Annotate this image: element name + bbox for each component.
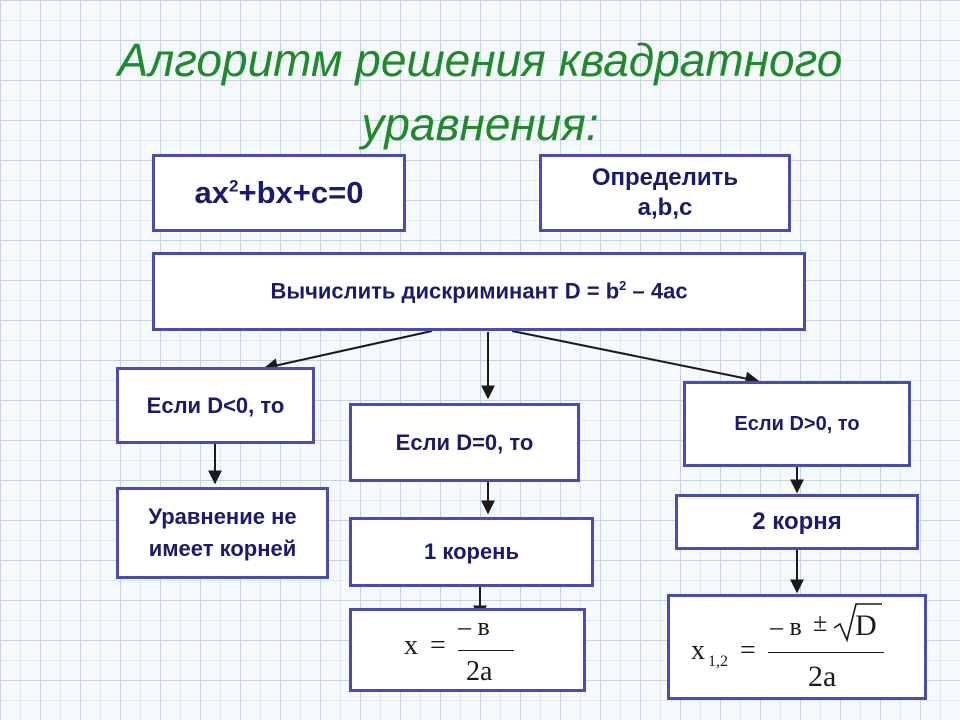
one-root-numerator: – в [458, 612, 490, 641]
two-roots-box [675, 494, 919, 550]
negative-condition: Если D<0, то [146, 392, 285, 418]
discriminant-box [152, 252, 806, 331]
two-roots-subscript: 1,2 [708, 653, 728, 670]
discriminant-power: 2 [619, 278, 627, 294]
one-root-lhs: x [404, 630, 418, 661]
two-roots-label: 2 корня [752, 508, 842, 535]
two-roots-lhs: x [691, 635, 705, 666]
two-roots-radicand: D [855, 609, 877, 642]
zero-condition: Если D=0, то [395, 429, 534, 455]
plus-minus-sign: ± [813, 608, 828, 637]
positive-condition: Если D>0, то [734, 412, 860, 435]
discriminant-text [270, 278, 687, 304]
one-root-equals: = [430, 630, 446, 661]
one-root-denominator: 2a [466, 656, 493, 687]
define-line2: a,b,c [637, 194, 693, 221]
equation-tail: +bx+c=0 [238, 175, 364, 210]
arrow-to-negative-case [265, 331, 432, 368]
no-roots-line1: Уравнение не [148, 504, 297, 529]
two-roots-fraction-bar [768, 652, 884, 653]
equation-box [152, 154, 406, 232]
no-roots-line2: имеет корней [148, 536, 297, 561]
define-line1: Определить [591, 164, 739, 191]
equation-lead: ax [194, 175, 230, 210]
no-roots-box [116, 487, 329, 579]
one-root-fraction-bar [458, 650, 514, 651]
two-roots-numerator: – в [770, 612, 802, 641]
equation-power: 2 [229, 176, 239, 196]
zero-case-box [349, 403, 580, 482]
arrow-to-positive-case [512, 331, 758, 381]
equation-text [195, 175, 364, 211]
define-coefficients-box [539, 154, 791, 232]
page-title-line2: уравнения: [361, 98, 599, 150]
one-root-box [349, 517, 594, 587]
two-roots-formula-box [667, 594, 927, 700]
negative-case-box [116, 367, 315, 444]
positive-case-box [683, 381, 911, 467]
discriminant-lead: Вычислить дискриминант D = b [270, 278, 620, 304]
one-root-label: 1 корень [424, 539, 519, 564]
two-roots-denominator: 2a [808, 660, 837, 693]
page-title-line1: Алгоритм решения квадратного [117, 34, 843, 86]
two-roots-equals: = [740, 635, 756, 666]
discriminant-tail: – 4ac [626, 278, 688, 304]
